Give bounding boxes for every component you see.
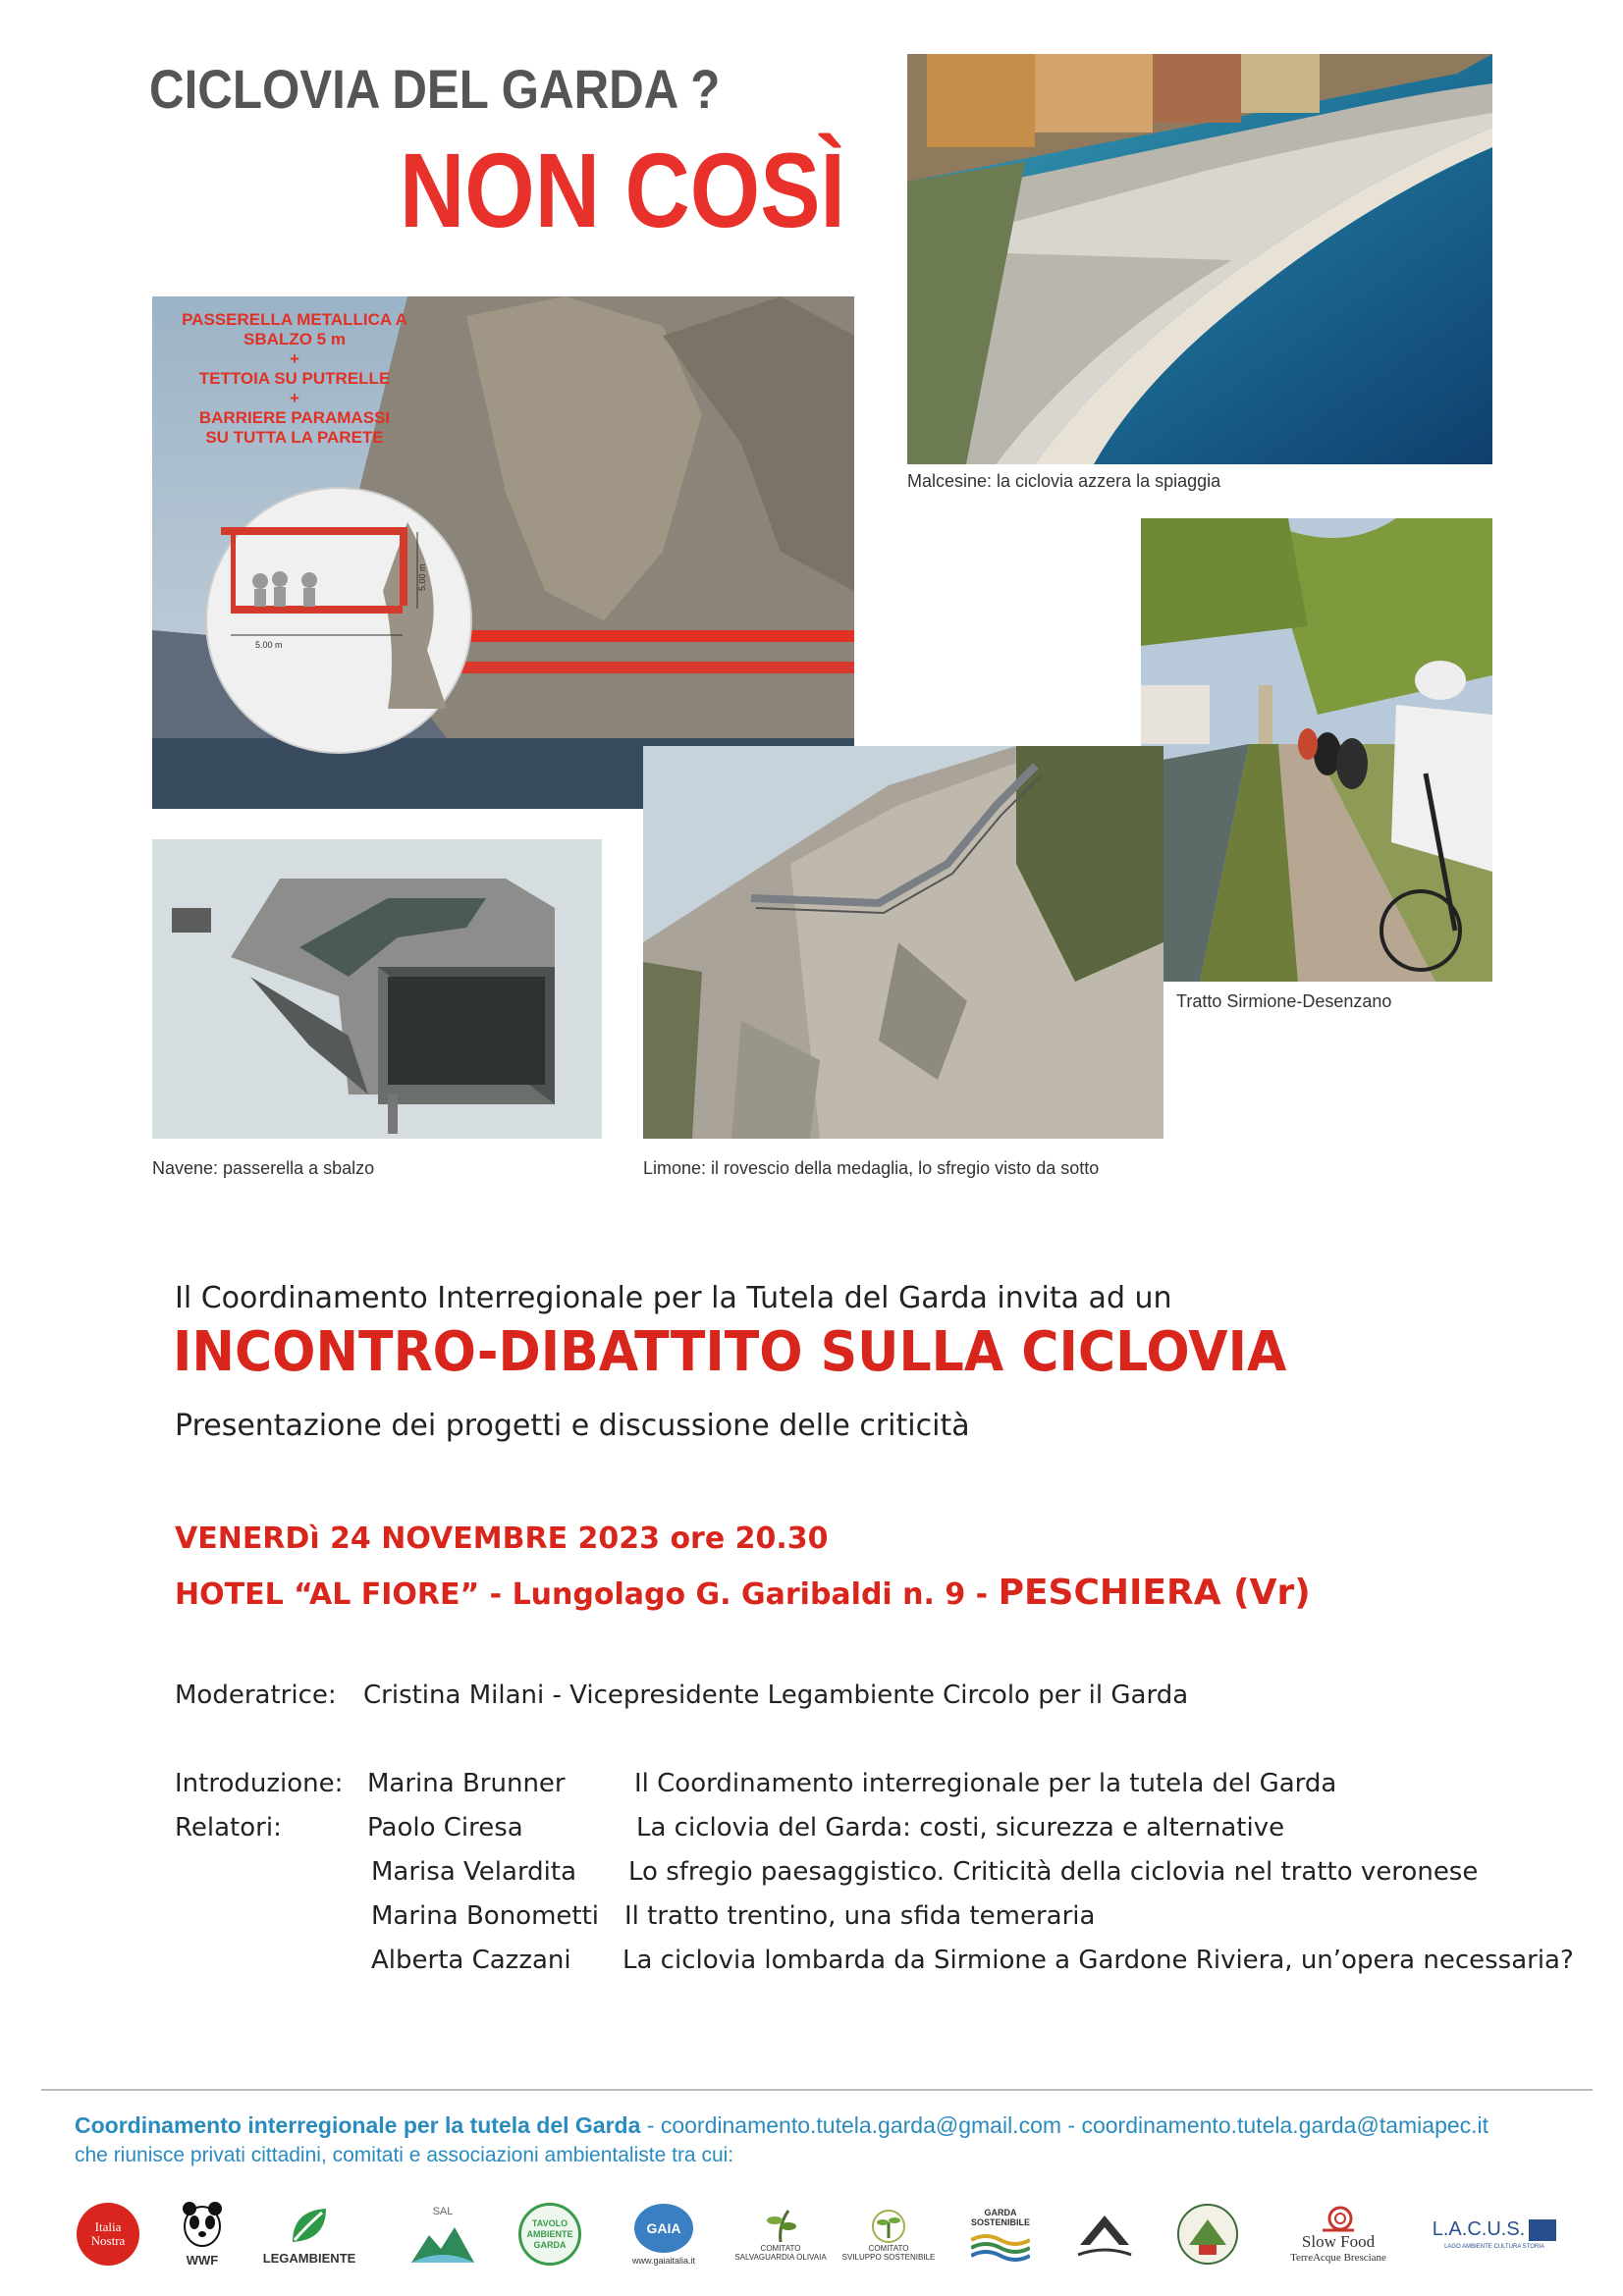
snail-icon — [1319, 2205, 1358, 2232]
waves-icon — [971, 2230, 1030, 2262]
footer-org-name: Coordinamento interregionale per la tutela del Garda — [75, 2112, 641, 2138]
overlay-line1: PASSERELLA METALLICA A — [182, 310, 407, 329]
diagram-overlay-text — [172, 310, 417, 448]
event-title: INCONTRO-DIBATTITO SULLA CICLOVIA — [173, 1320, 1287, 1384]
mountain-icon — [411, 2221, 474, 2263]
wwf-label: WWF — [186, 2253, 219, 2268]
speaker-topic: Lo sfregio paesaggistico. Criticità della ciclovia nel tratto veronese — [628, 1857, 1479, 1887]
logo-sal — [408, 2197, 477, 2271]
overlay-line4: BARRIERE PARAMASSI — [198, 408, 391, 427]
photo-sirmione — [1141, 518, 1492, 982]
header-title-question: CICLOVIA DEL GARDA ? — [149, 58, 721, 120]
overlay-line3: TETTOIA SU PUTRELLE — [198, 369, 391, 388]
relatori-label: Relatori: — [175, 1813, 282, 1842]
event-intro: Il Coordinamento Interregionale per la Tutela del Garda invita ad un — [175, 1281, 1172, 1315]
moderator-name: Cristina Milani - Vicepresidente Legambiente Circolo per il Garda — [363, 1681, 1189, 1710]
speaker-topic: La ciclovia lombarda da Sirmione a Gardone Riviera, un’opera necessaria? — [622, 1946, 1574, 1975]
garda-sost-label: GARDA SOSTENIBILE — [971, 2207, 1031, 2227]
logo-lacus — [1426, 2197, 1563, 2271]
header-title-non-cosi: NON COSÌ — [400, 131, 845, 249]
speaker-name: Paolo Ciresa — [367, 1813, 523, 1842]
comitato1-label-b: SALVAGUARDIA OLIVAIA — [734, 2253, 827, 2262]
overlay-plus2: + — [290, 389, 299, 407]
speaker-topic: La ciclovia del Garda: costi, sicurezza e alternative — [636, 1813, 1285, 1842]
italia-nostra-mark: Italia Nostra — [77, 2203, 139, 2266]
logo-italia-nostra — [73, 2197, 143, 2271]
lacus-mark-icon — [1529, 2219, 1556, 2241]
dimension-height-label: 5.00 m — [417, 563, 427, 591]
gaia-url: www.gaiaitalia.it — [631, 2255, 696, 2266]
logo-comitato-olivaia — [736, 2197, 825, 2271]
dimension-width-label: 5.00 m — [255, 640, 283, 650]
footer-contacts: - coordinamento.tutela.garda@gmail.com - coordinamento.tutela.garda@tamiapec.it — [640, 2112, 1489, 2138]
leaf-icon — [287, 2203, 332, 2248]
logo-legambiente — [255, 2197, 363, 2271]
event-date: VENERDì 24 NOVEMBRE 2023 ore 20.30 — [175, 1522, 829, 1556]
caption-sirmione: Tratto Sirmione-Desenzano — [1176, 991, 1392, 1011]
tavolo-mark: TAVOLO AMBIENTE GARDA — [518, 2203, 581, 2266]
event-venue — [175, 1573, 1311, 1613]
introduzione-label: Introduzione: — [175, 1769, 344, 1798]
emblem-icon — [1175, 2202, 1240, 2267]
logo-slow-food — [1274, 2197, 1402, 2271]
photo-limone — [643, 746, 1163, 1139]
lacus-label: L.A.C.U.S. — [1432, 2218, 1526, 2240]
speaker-topic: Il Coordinamento interregionale per la tutela del Garda — [634, 1769, 1337, 1798]
footer-description: che riunisce privati cittadini, comitati e associazioni ambientaliste tra cui: — [75, 2144, 734, 2166]
speaker-name: Marina Bonometti — [371, 1901, 600, 1931]
caption-navene: Navene: passerella a sbalzo — [152, 1158, 375, 1178]
logo-comitato-sviluppo — [841, 2197, 936, 2271]
photo-navene-render — [152, 839, 602, 1139]
photo-cliff-diagram — [152, 296, 854, 809]
castle-icon — [1076, 2206, 1133, 2263]
overlay-line2: SBALZO 5 m — [243, 330, 346, 348]
footer-divider — [41, 2089, 1593, 2091]
overlay-plus1: + — [290, 349, 299, 368]
logo-wwf — [173, 2197, 232, 2271]
footer-org-line — [75, 2112, 1488, 2139]
slow-food-sub: TerreAcque Bresciane — [1290, 2252, 1386, 2264]
comitato1-label-a: COMITATO — [760, 2244, 801, 2253]
event-venue-city: PESCHIERA (Vr) — [998, 1573, 1311, 1613]
speaker-name: Alberta Cazzani — [371, 1946, 571, 1975]
caption-limone: Limone: il rovescio della medaglia, lo sfregio visto da sotto — [643, 1158, 1100, 1178]
sprout-icon — [869, 2207, 908, 2244]
legambiente-label: LEGAMBIENTE — [262, 2251, 356, 2266]
sal-label: SAL — [432, 2206, 454, 2217]
slow-food-label: Slow Food — [1301, 2232, 1376, 2251]
event-venue-address: HOTEL “AL FIORE” - Lungolago G. Garibaldi n. 9 - — [175, 1577, 999, 1612]
comitato2-label-a: COMITATO — [868, 2244, 909, 2253]
gaia-mark: GAIA — [634, 2204, 693, 2253]
panda-icon — [180, 2201, 225, 2250]
logo-gaia — [624, 2197, 703, 2271]
event-subtitle: Presentazione dei progetti e discussione delle criticità — [175, 1409, 970, 1443]
logo-desenzano — [1168, 2197, 1247, 2271]
moderator-label: Moderatrice: — [175, 1681, 337, 1710]
speaker-name: Marisa Velardita — [371, 1857, 577, 1887]
speaker-topic: Il tratto trentino, una sfida temeraria — [624, 1901, 1096, 1931]
lacus-sub: LAGO AMBIENTE CULTURA STORIA — [1444, 2244, 1544, 2250]
logo-garda-sostenibile — [956, 2197, 1045, 2271]
olive-branch-icon — [761, 2207, 800, 2244]
overlay-line5: SU TUTTA LA PARETE — [205, 428, 384, 447]
comitato2-label-b: SVILUPPO SOSTENIBILE — [841, 2253, 936, 2262]
caption-malcesine: Malcesine: la ciclovia azzera la spiaggia — [907, 471, 1221, 491]
logo-tavolo-ambiente — [514, 2197, 585, 2271]
speaker-name: Marina Brunner — [367, 1769, 566, 1798]
logo-castle — [1070, 2197, 1139, 2271]
photo-malcesine — [907, 54, 1492, 464]
